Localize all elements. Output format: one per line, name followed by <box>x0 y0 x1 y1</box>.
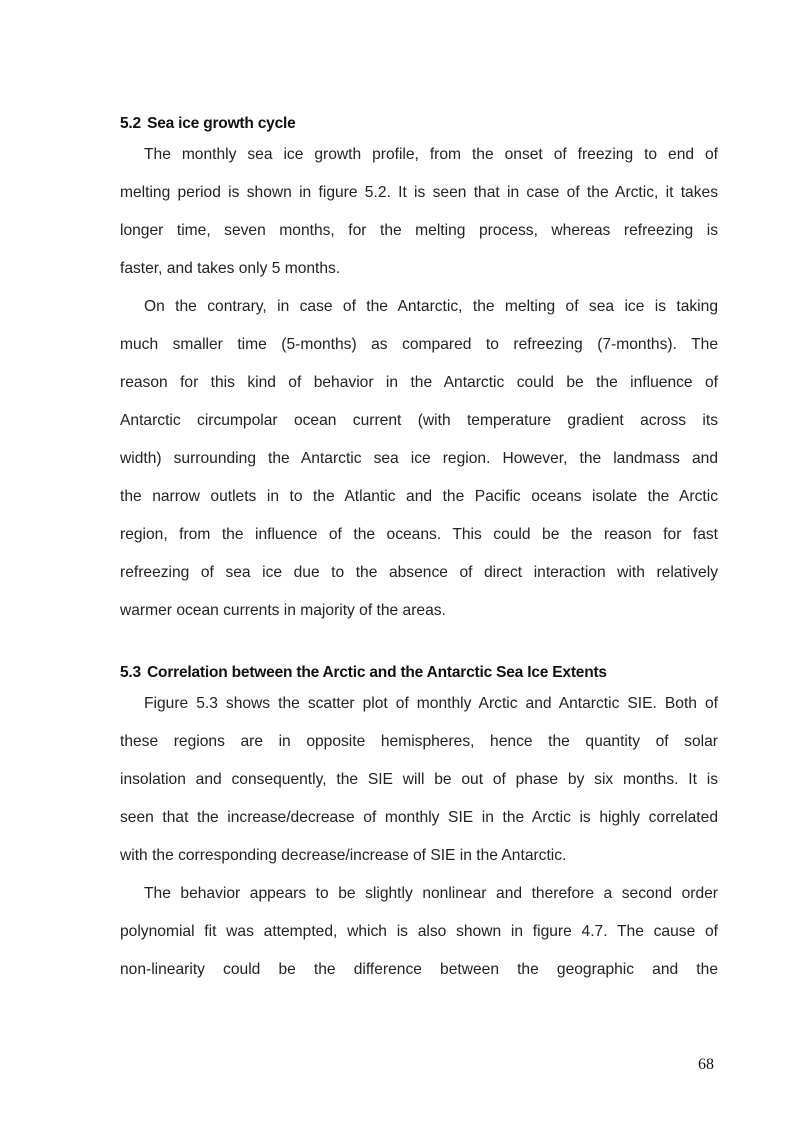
text-line: the narrow outlets in to the Atlantic and the Pacific oceans isolate the Arctic <box>120 488 718 505</box>
text-line: reason for this kind of behavior in the Antarctic could be the influence of <box>120 374 718 391</box>
text-line: these regions are in opposite hemispheres, hence the quantity of solar <box>120 733 718 750</box>
section-heading-5-3 <box>120 664 607 682</box>
text-line: region, from the influence of the oceans. This could be the reason for fast <box>120 526 718 543</box>
text-line: On the contrary, in case of the Antarctic, the melting of sea ice is taking <box>144 298 718 315</box>
text-line: The behavior appears to be slightly nonlinear and therefore a second order <box>144 885 718 902</box>
text-line: non-linearity could be the difference between the geographic and the <box>120 961 718 978</box>
text-line: width) surrounding the Antarctic sea ice region. However, the landmass and <box>120 450 718 467</box>
text-line: melting period is shown in figure 5.2. It is seen that in case of the Arctic, it takes <box>120 184 718 201</box>
text-line: polynomial fit was attempted, which is also shown in figure 4.7. The cause of <box>120 923 718 940</box>
section-heading-5-2 <box>120 115 296 133</box>
text-line: The monthly sea ice growth profile, from the onset of freezing to end of <box>144 146 718 163</box>
section-title: Correlation between the Arctic and the Antarctic Sea Ice Extents <box>147 664 607 681</box>
text-line: with the corresponding decrease/increase of SIE in the Antarctic. <box>120 847 567 864</box>
section-number: 5.3 <box>120 664 141 681</box>
section-number: 5.2 <box>120 115 141 132</box>
text-line: seen that the increase/decrease of monthly SIE in the Arctic is highly correlated <box>120 809 718 826</box>
text-line: faster, and takes only 5 months. <box>120 260 341 277</box>
section-title: Sea ice growth cycle <box>147 115 296 132</box>
text-line: refreezing of sea ice due to the absence of direct interaction with relatively <box>120 564 718 581</box>
text-line: insolation and consequently, the SIE will be out of phase by six months. It is <box>120 771 718 788</box>
text-line: Antarctic circumpolar ocean current (with temperature gradient across its <box>120 412 718 429</box>
page-number: 68 <box>698 1056 714 1073</box>
text-line: longer time, seven months, for the melting process, whereas refreezing is <box>120 222 718 239</box>
text-line: warmer ocean currents in majority of the areas. <box>120 602 446 619</box>
text-line: Figure 5.3 shows the scatter plot of monthly Arctic and Antarctic SIE. Both of <box>144 695 718 712</box>
text-line: much smaller time (5-months) as compared to refreezing (7-months). The <box>120 336 718 353</box>
